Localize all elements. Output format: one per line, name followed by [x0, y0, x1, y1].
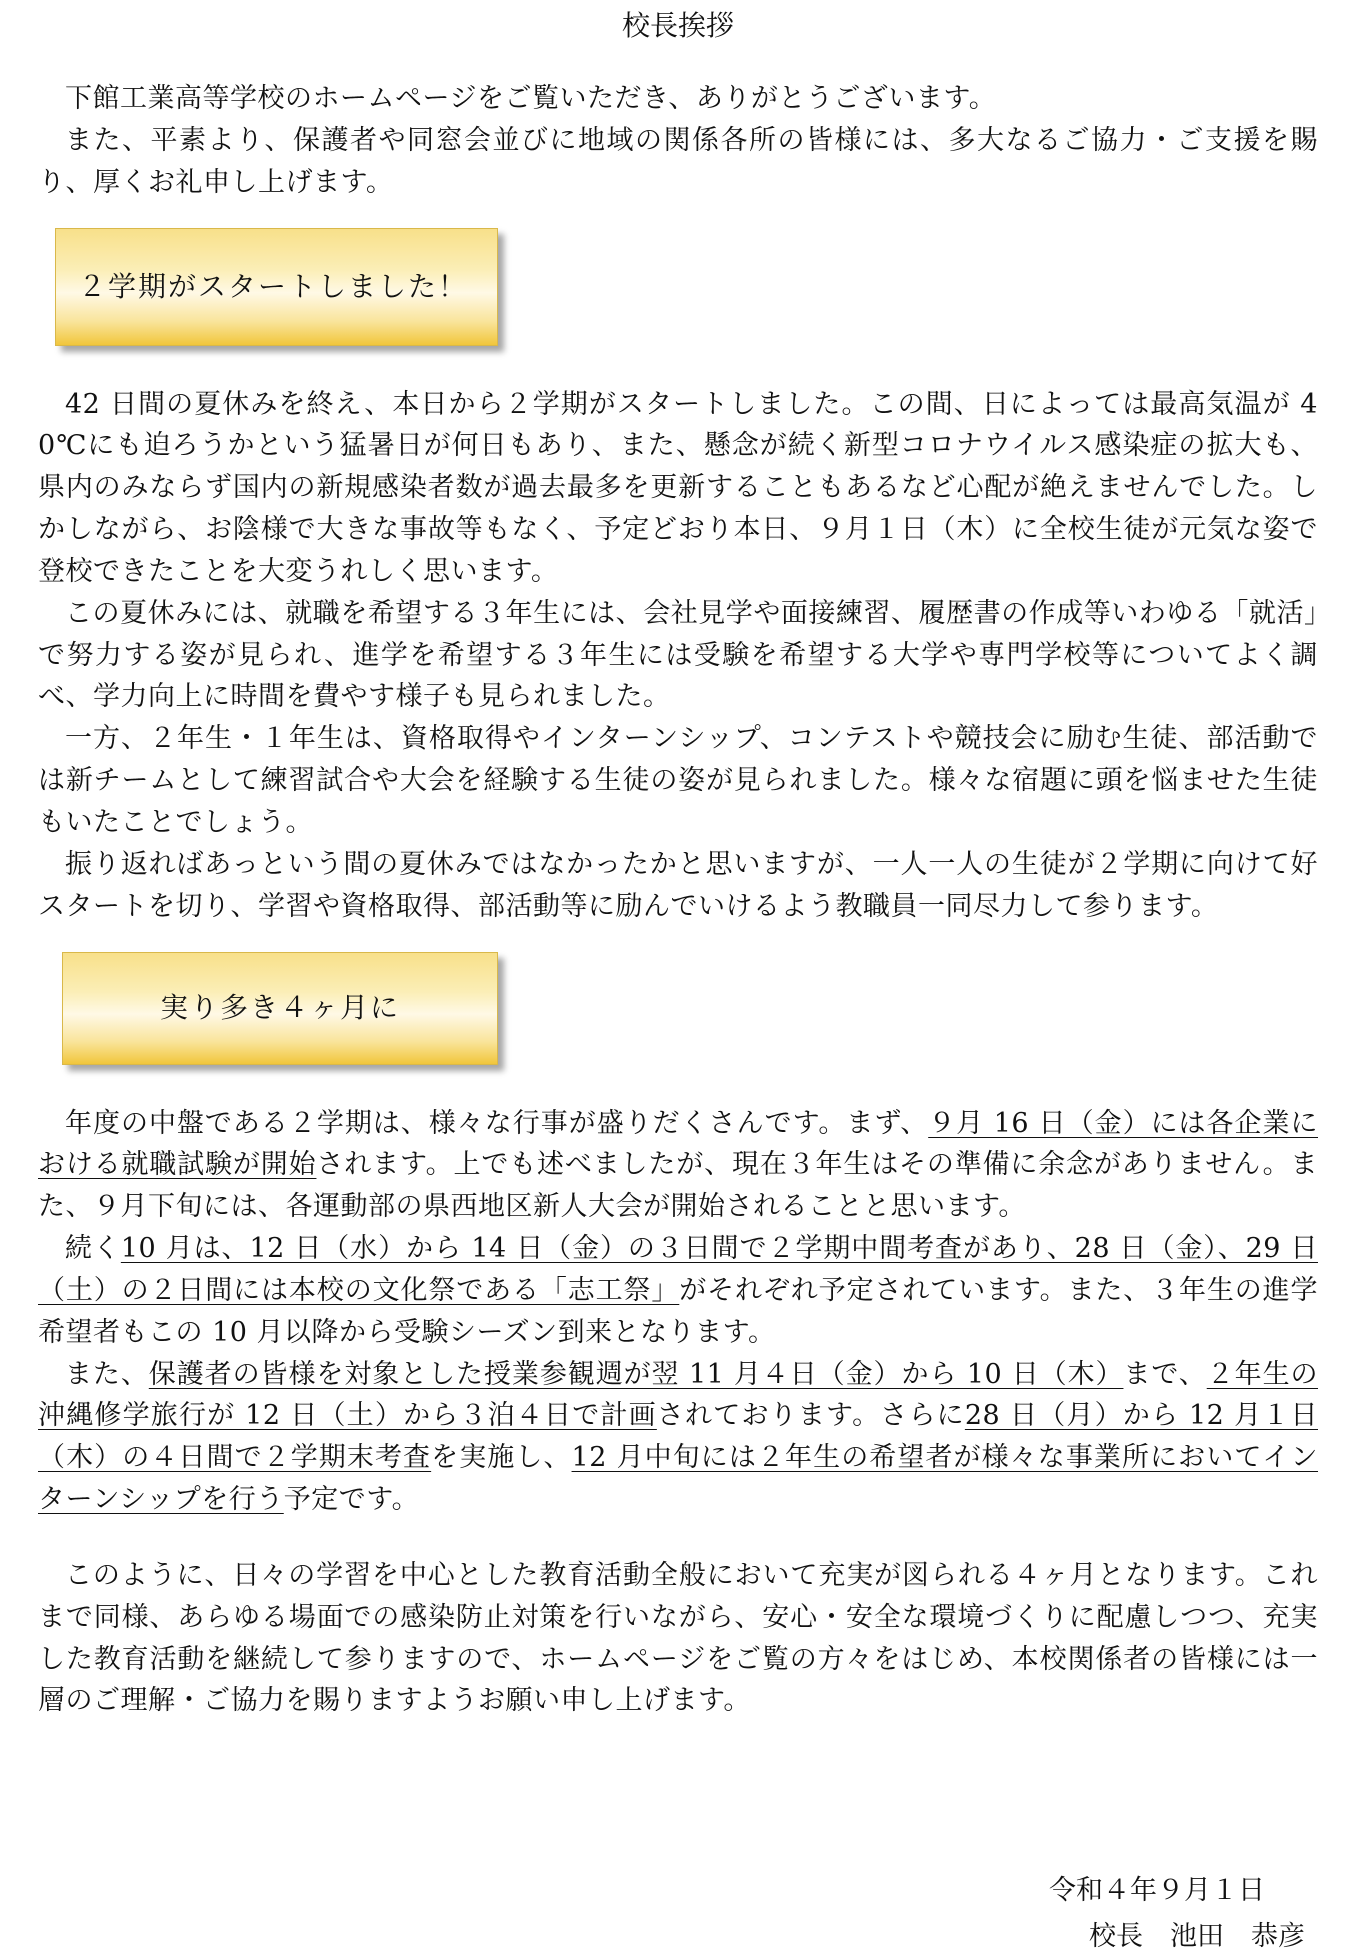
body-paragraph — [38, 1228, 1318, 1354]
intro-paragraph-2: また、平素より、保護者や同窓会並びに地域の関係各所の皆様には、多大なるご協力・ご支援を賜り、厚くお礼申し上げます。 — [38, 124, 1318, 198]
underlined-text: 12 月中旬には２年生の希望者が様々な事業所においてインターンシップを行う — [38, 1442, 1319, 1516]
intro-section — [38, 78, 1318, 204]
underlined-text: ９月 16 日（金）には各企業における就職試験が開始 — [38, 1107, 1318, 1181]
body-paragraph — [38, 1103, 1318, 1229]
text-run: 予定です。 — [283, 1484, 420, 1516]
body-paragraph — [38, 1354, 1318, 1521]
text-run: 続く — [65, 1233, 121, 1265]
underlined-text: 28 日（月）から 12 月１日（木）の４日間で２学期末考査 — [38, 1400, 1318, 1474]
section-four-months-body — [38, 1103, 1318, 1521]
signature-block — [1049, 1868, 1305, 1960]
closing-paragraph: このように、日々の学習を中心とした教育活動全般において充実が図られる４ヶ月となります。これまで同様、あらゆる場面での感染防止対策を行いながら、安心・安全な環境づくりに配慮しつつ、充実した教育活動を継続して参りますので、ホームページをご覧の方々をはじめ、本校関係者の皆様には一層のご理解・ご協力を賜りますようお願い申し上げます。 — [38, 1559, 1318, 1717]
section-heading-label: ２学期がスタートしました！ — [78, 269, 469, 303]
body-paragraph: 42 日間の夏休みを終え、本日から２学期がスタートしました。この間、日によっては最高気温が 40℃にも迫ろうかという猛暑日が何日もあり、また、懸念が続く新型コロナウイルス感染症の拡大も、県内のみならず国内の新規感染者数が過去最多を更新することもあるなど心配が絶えませんでした。しかしながら、お陰様で大きな事故等もなく、予定どおり本日、９月１日（木）に全校生徒が元気な姿で登校できたことを大変うれしく思います。 — [38, 388, 1318, 587]
section-heading-label: 実り多き４ヶ月に — [159, 991, 400, 1025]
document-page — [38, 0, 1318, 1722]
signature-name: 校長 池田 恭彦 — [1089, 1921, 1305, 1952]
section-semester-start-body — [38, 384, 1318, 928]
text-run: 年度の中盤である２学期は、様々な行事が盛りだくさんです。まず、 — [65, 1107, 929, 1139]
page-title: 校長挨拶 — [621, 9, 734, 42]
text-run: を実施し、 — [431, 1442, 572, 1474]
section-heading-four-months — [62, 952, 498, 1065]
text-run: まで、 — [1123, 1358, 1207, 1390]
body-paragraph: 振り返ればあっという間の夏休みではなかったかと思いますが、一人一人の生徒が２学期に向けて好スタートを切り、学習や資格取得、部活動等に励んでいけるよう教職員一同尽力して参ります。 — [38, 848, 1318, 922]
section-heading-semester-start — [55, 228, 498, 346]
intro-paragraph-1: 下館工業高等学校のホームページをご覧いただき、ありがとうございます。 — [65, 83, 997, 114]
body-paragraph: 一方、２年生・１年生は、資格取得やインターンシップ、コンテストや競技会に励む生徒、部活動では新チームとして練習試合や大会を経験する生徒の姿が見られました。様々な宿題に頭を悩ませた生徒もいたことでしょう。 — [38, 723, 1318, 838]
text-run: されております。さらに — [656, 1400, 965, 1432]
text-run: がそれぞれ予定されています。また、３年生の進学希望者もこの 10 月以降から受験シーズン到来となります。 — [38, 1274, 1319, 1348]
underlined-text: 保護者の皆様を対象とした授業参観週が翌 11 月４日（金）から 10 日（木） — [148, 1358, 1124, 1390]
body-paragraph: この夏休みには、就職を希望する３年生には、会社見学や面接練習、履歴書の作成等いわゆる「就活」で努力する姿が見られ、進学を希望する３年生には受験を希望する大学や専門学校等についてよく調べ、学力向上に時間を費やす様子も見られました。 — [38, 597, 1318, 713]
text-run: また、 — [65, 1358, 149, 1390]
underlined-text: 10 月は、12 日（水）から 14 日（金）の３日間で２学期中間考査があり、28 日（金）、29 日（土）の２日間には本校の文化祭である「志工祭」 — [38, 1233, 1318, 1306]
signature-date: 令和４年９月１日 — [1049, 1875, 1265, 1906]
underlined-text: ２年生の沖縄修学旅行が 12 日（土）から３泊４日で計画 — [38, 1358, 1319, 1432]
text-run: されます。上でも述べましたが、現在３年生はその準備に余念がありません。また、９月下旬には、各運動部の県西地区新人大会が開始されることと思います。 — [38, 1149, 1318, 1223]
